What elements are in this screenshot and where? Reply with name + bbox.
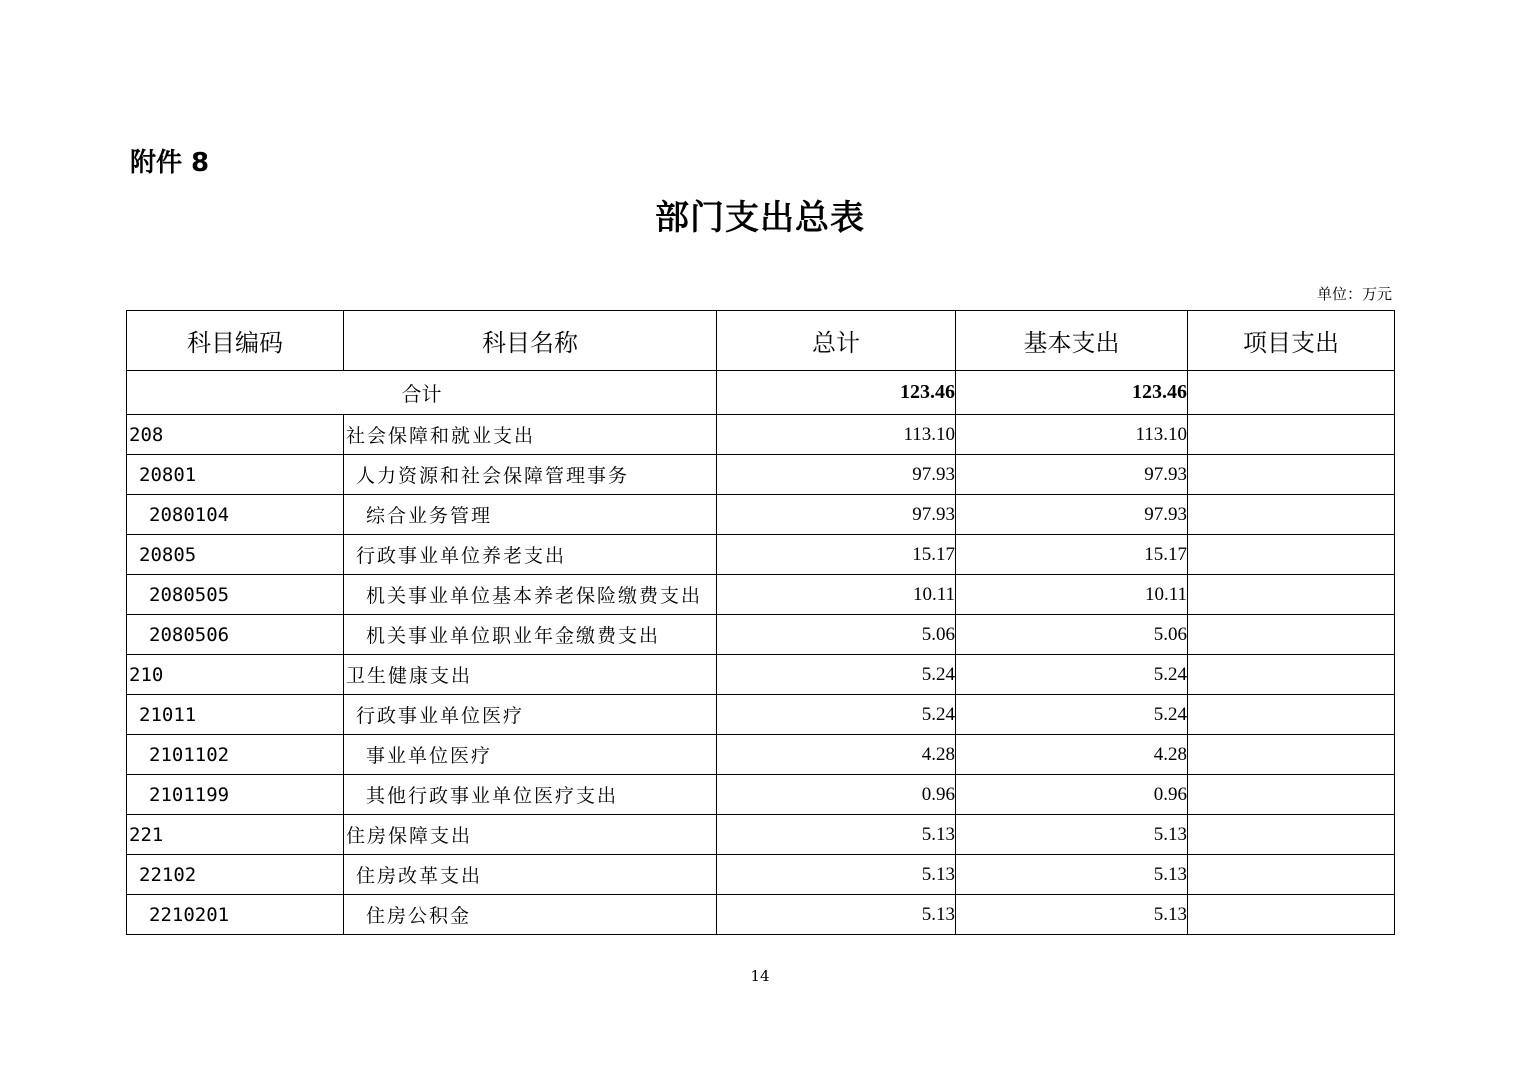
total-label: 合计 [127, 371, 717, 415]
row-code: 2080505 [127, 575, 344, 615]
row-name: 行政事业单位养老支出 [344, 535, 717, 575]
unit-label: 单位：万元 [1316, 285, 1392, 303]
row-basic: 5.06 [956, 615, 1188, 655]
table-row [127, 495, 1395, 535]
row-name: 其他行政事业单位医疗支出 [344, 775, 717, 815]
row-total: 5.24 [717, 655, 956, 695]
total-row [127, 371, 1395, 415]
row-code: 22102 [127, 855, 344, 895]
header-name: 科目名称 [344, 311, 717, 371]
row-total: 97.93 [717, 455, 956, 495]
row-name: 住房保障支出 [344, 815, 717, 855]
table-row [127, 695, 1395, 735]
row-project [1188, 495, 1395, 535]
row-name: 综合业务管理 [344, 495, 717, 535]
row-total: 15.17 [717, 535, 956, 575]
row-project [1188, 775, 1395, 815]
table-row [127, 895, 1395, 935]
page-number: 14 [750, 967, 770, 985]
total-basic: 123.46 [956, 371, 1188, 415]
row-name: 住房改革支出 [344, 855, 717, 895]
row-basic: 97.93 [956, 455, 1188, 495]
row-name: 行政事业单位医疗 [344, 695, 717, 735]
row-total: 5.13 [717, 895, 956, 935]
row-total: 4.28 [717, 735, 956, 775]
row-total: 5.13 [717, 815, 956, 855]
row-name: 人力资源和社会保障管理事务 [344, 455, 717, 495]
row-name: 机关事业单位基本养老保险缴费支出 [344, 575, 717, 615]
row-code: 2080104 [127, 495, 344, 535]
table-row [127, 615, 1395, 655]
row-total: 113.10 [717, 415, 956, 455]
row-basic: 10.11 [956, 575, 1188, 615]
table-row [127, 535, 1395, 575]
row-code: 21011 [127, 695, 344, 735]
row-basic: 4.28 [956, 735, 1188, 775]
row-project [1188, 655, 1395, 695]
row-project [1188, 455, 1395, 495]
row-basic: 5.13 [956, 815, 1188, 855]
row-name: 机关事业单位职业年金缴费支出 [344, 615, 717, 655]
header-project: 项目支出 [1188, 311, 1395, 371]
table-row [127, 655, 1395, 695]
table-row [127, 575, 1395, 615]
row-basic: 5.24 [956, 695, 1188, 735]
table-header-row [127, 311, 1395, 371]
total-amount: 123.46 [717, 371, 956, 415]
row-total: 97.93 [717, 495, 956, 535]
row-project [1188, 415, 1395, 455]
table-row [127, 415, 1395, 455]
row-code: 208 [127, 415, 344, 455]
row-code: 2080506 [127, 615, 344, 655]
row-total: 10.11 [717, 575, 956, 615]
row-name: 住房公积金 [344, 895, 717, 935]
header-total: 总计 [717, 311, 956, 371]
table-row [127, 775, 1395, 815]
row-project [1188, 615, 1395, 655]
row-code: 2101199 [127, 775, 344, 815]
row-total: 5.06 [717, 615, 956, 655]
header-code: 科目编码 [127, 311, 344, 371]
row-code: 2210201 [127, 895, 344, 935]
row-total: 5.13 [717, 855, 956, 895]
row-project [1188, 815, 1395, 855]
row-basic: 15.17 [956, 535, 1188, 575]
row-project [1188, 575, 1395, 615]
row-basic: 5.24 [956, 655, 1188, 695]
row-total: 0.96 [717, 775, 956, 815]
row-project [1188, 535, 1395, 575]
row-project [1188, 895, 1395, 935]
table-row [127, 855, 1395, 895]
row-basic: 113.10 [956, 415, 1188, 455]
total-project [1188, 371, 1395, 415]
row-name: 卫生健康支出 [344, 655, 717, 695]
row-project [1188, 735, 1395, 775]
row-name: 事业单位医疗 [344, 735, 717, 775]
row-name: 社会保障和就业支出 [344, 415, 717, 455]
row-project [1188, 695, 1395, 735]
table-row [127, 455, 1395, 495]
table-row [127, 735, 1395, 775]
row-code: 221 [127, 815, 344, 855]
row-basic: 97.93 [956, 495, 1188, 535]
page-title: 部门支出总表 [655, 198, 865, 238]
row-code: 2101102 [127, 735, 344, 775]
row-total: 5.24 [717, 695, 956, 735]
expenditure-table [126, 310, 1395, 935]
row-basic: 5.13 [956, 895, 1188, 935]
row-basic: 0.96 [956, 775, 1188, 815]
table-row [127, 815, 1395, 855]
attachment-label: 附件 8 [130, 148, 210, 178]
row-code: 210 [127, 655, 344, 695]
row-code: 20801 [127, 455, 344, 495]
header-basic: 基本支出 [956, 311, 1188, 371]
row-code: 20805 [127, 535, 344, 575]
row-basic: 5.13 [956, 855, 1188, 895]
row-project [1188, 855, 1395, 895]
